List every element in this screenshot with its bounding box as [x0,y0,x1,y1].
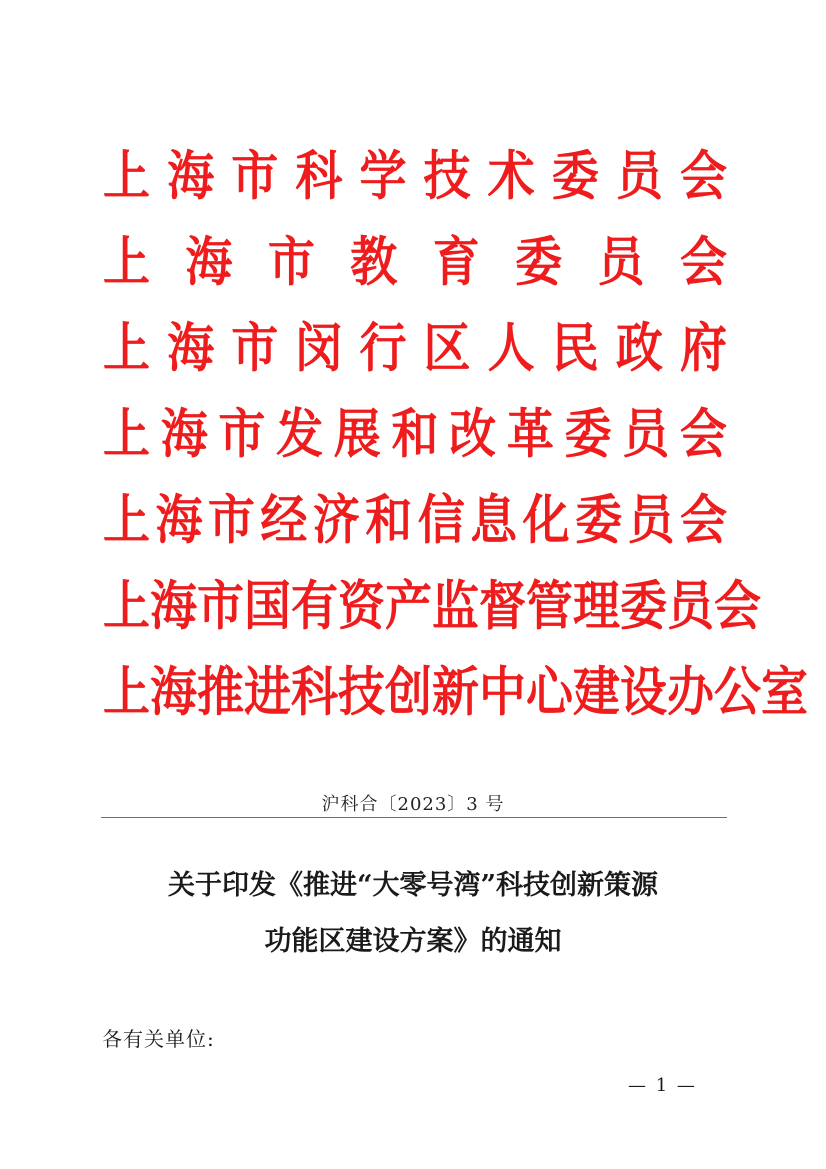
issuer-char: 府 [679,317,727,379]
issuer-char: 会 [679,145,727,207]
issuer-char: 化 [522,489,570,551]
issuer-line [103,644,808,740]
issuer-char: 上 [103,489,150,551]
issuer-char: 市 [231,145,279,207]
issuer-line [103,214,727,310]
issuer-char: 海 [160,403,208,465]
issuer-line [103,300,727,396]
issuer-char: 设 [620,661,667,723]
issuer-char: 员 [622,403,670,465]
issuer-char: 海 [167,145,215,207]
issuer-char: 育 [432,231,480,293]
issuer-char: 济 [312,489,360,551]
issuer-char: 创 [385,661,432,723]
issuer-char: 革 [506,403,554,465]
title-line-2: 功能区建设方案》的通知 [264,926,562,957]
issuer-line [103,558,761,654]
issuer-char: 市 [231,317,279,379]
issuer-char: 上 [103,231,150,293]
issuer-line [103,386,727,482]
issuer-char: 办 [667,661,714,723]
issuer-char: 展 [333,403,381,465]
issuer-char: 员 [627,489,675,551]
issuer-line [103,128,727,224]
document-number: 沪科合〔2023〕3 号 [321,794,505,815]
issuer-char: 技 [338,661,385,723]
issuer-char: 督 [479,575,526,637]
issuer-char: 市 [267,231,315,293]
issuer-char: 上 [103,661,150,723]
issuer-char: 会 [679,489,727,551]
issuer-char: 科 [295,145,343,207]
issuer-char: 上 [103,317,150,379]
issuer-char: 区 [423,317,471,379]
issuer-header [103,133,808,735]
issuer-char: 新 [432,661,479,723]
issuer-char: 息 [470,489,518,551]
issuer-char: 市 [218,403,266,465]
issuer-char: 行 [359,317,407,379]
issuer-char: 教 [350,231,398,293]
issuer-char: 上 [103,403,150,465]
issuer-char: 进 [244,661,291,723]
page-number: — 1 — [628,1075,697,1096]
issuer-char: 委 [575,489,623,551]
issuer-char: 有 [291,575,338,637]
issuer-char: 学 [359,145,407,207]
issuer-char: 管 [526,575,573,637]
issuer-char: 会 [679,403,727,465]
issuer-char: 海 [150,661,197,723]
issuer-char: 发 [276,403,324,465]
issuer-char: 政 [615,317,663,379]
issuer-char: 海 [150,575,197,637]
issuer-char: 员 [615,145,663,207]
issuer-char: 国 [244,575,291,637]
issuer-char: 上 [103,575,150,637]
issuer-char: 室 [761,661,808,723]
issuer-char: 技 [423,145,471,207]
issuer-char: 产 [385,575,432,637]
issuer-char: 员 [597,231,645,293]
issuer-char: 上 [103,145,150,207]
issuer-char: 资 [338,575,385,637]
issuer-char: 人 [487,317,535,379]
issuer-char: 委 [515,231,563,293]
issuer-char: 改 [449,403,497,465]
salutation: 各有关单位: [102,1027,215,1051]
issuer-char: 委 [564,403,612,465]
issuer-char: 会 [714,575,761,637]
issuer-char: 经 [260,489,308,551]
issuer-char: 市 [197,575,244,637]
issuer-char: 民 [551,317,599,379]
issuer-char: 会 [679,231,727,293]
issuer-char: 监 [432,575,479,637]
issuer-char: 理 [573,575,620,637]
issuer-char: 海 [185,231,233,293]
issuer-char: 闵 [295,317,343,379]
title-line-1: 关于印发《推进“大零号湾”科技创新策源 [167,870,659,901]
issuer-char: 海 [167,317,215,379]
issuer-char: 信 [417,489,465,551]
issuer-char: 中 [479,661,526,723]
red-separator-line [101,817,727,818]
document-title [0,858,826,970]
issuer-char: 市 [207,489,255,551]
issuer-char: 和 [365,489,413,551]
issuer-char: 和 [391,403,439,465]
issuer-char: 推 [197,661,244,723]
issuer-char: 委 [551,145,599,207]
issuer-char: 海 [155,489,203,551]
issuer-line [103,472,727,568]
issuer-char: 科 [291,661,338,723]
issuer-char: 员 [667,575,714,637]
issuer-char: 心 [526,661,573,723]
issuer-char: 建 [573,661,620,723]
issuer-char: 术 [487,145,535,207]
issuer-char: 委 [620,575,667,637]
issuer-char: 公 [714,661,761,723]
